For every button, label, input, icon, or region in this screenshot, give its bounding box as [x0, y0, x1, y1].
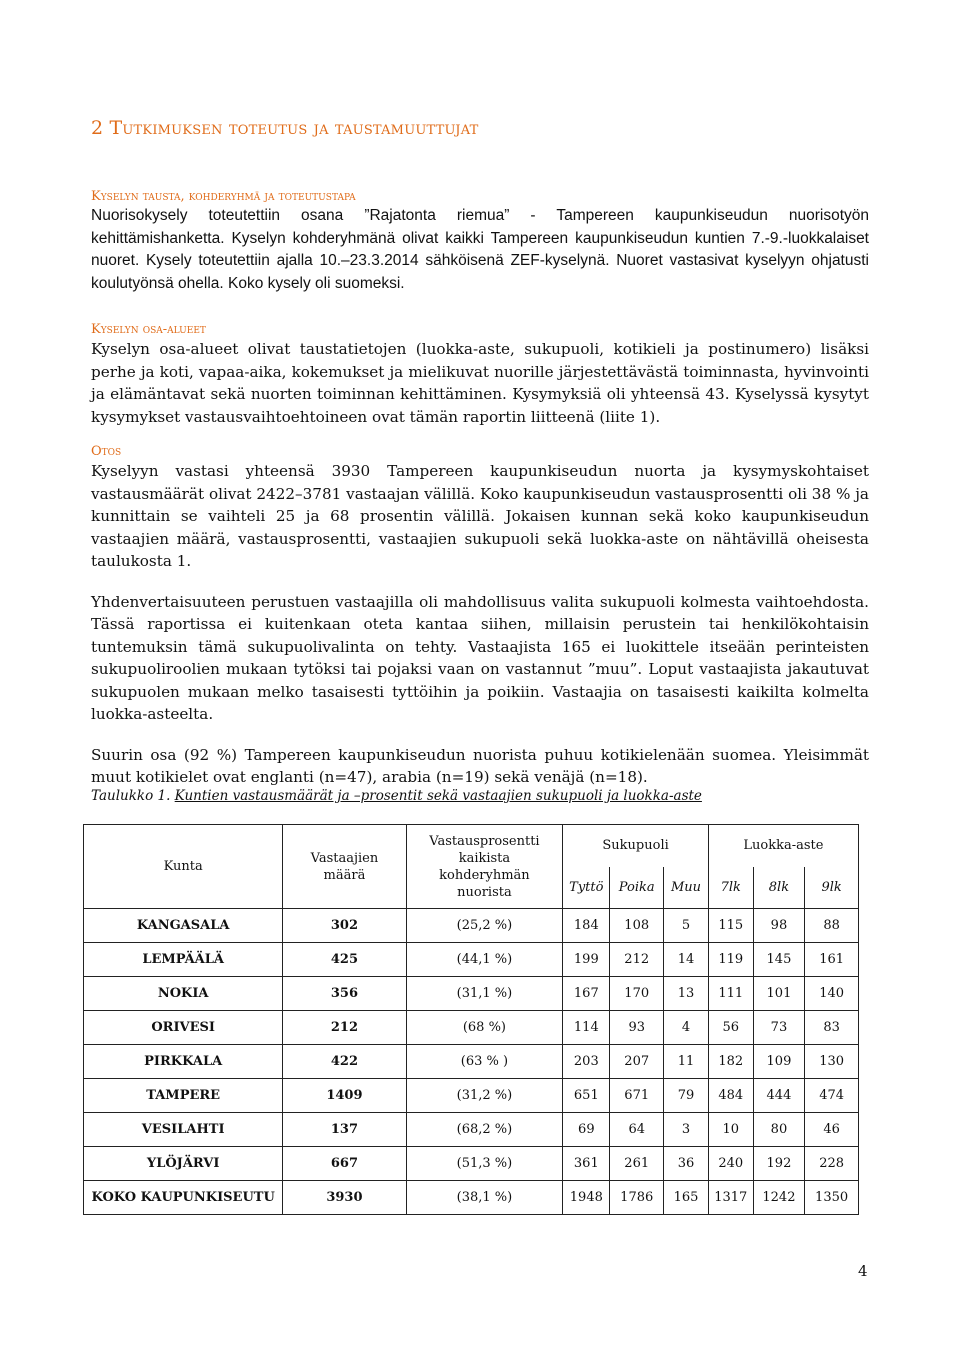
cell-tytto: 199	[563, 943, 610, 977]
cell-7lk: 1317	[708, 1181, 753, 1215]
cell-poika: 212	[610, 943, 664, 977]
paragraph: Suurin osa (92 %) Tampereen kaupunkiseudun nuorista puhuu kotikielenään suomea. Yleisimmät muut kotikielet ovat englanti (n=47), arabia (n=19) sekä venäjä (n=18).	[91, 745, 869, 786]
cell-9lk: 1350	[805, 1181, 859, 1215]
section-title: Kyselyn osa-alueet	[91, 322, 206, 337]
table-row	[84, 1079, 859, 1113]
cell-poika: 64	[610, 1113, 664, 1147]
table-row	[84, 1045, 859, 1079]
table-row-total	[84, 1181, 859, 1215]
cell-vastaajat: 1409	[283, 1079, 406, 1113]
cell-muu: 11	[664, 1045, 709, 1079]
col-muu: Muu	[664, 867, 709, 909]
cell-muu: 4	[664, 1011, 709, 1045]
cell-muu: 165	[664, 1181, 709, 1215]
cell-poika: 1786	[610, 1181, 664, 1215]
cell-kunta: YLÖJÄRVI	[84, 1147, 283, 1181]
cell-7lk: 119	[708, 943, 753, 977]
cell-9lk: 46	[805, 1113, 859, 1147]
cell-7lk: 182	[708, 1045, 753, 1079]
cell-tytto: 167	[563, 977, 610, 1011]
col-poika: Poika	[610, 867, 664, 909]
table-row	[84, 943, 859, 977]
cell-9lk: 228	[805, 1147, 859, 1181]
cell-9lk: 130	[805, 1045, 859, 1079]
cell-prosentti: (31,1 %)	[406, 977, 563, 1011]
cell-vastaajat: 425	[283, 943, 406, 977]
cell-kunta: PIRKKALA	[84, 1045, 283, 1079]
cell-8lk: 73	[753, 1011, 805, 1045]
cell-prosentti: (25,2 %)	[406, 909, 563, 943]
page-number: 4	[858, 1262, 868, 1280]
cell-poika: 261	[610, 1147, 664, 1181]
col-prosentti: Vastausprosentti kaikista kohderyhmän nuorista	[406, 825, 563, 909]
cell-prosentti: (68,2 %)	[406, 1113, 563, 1147]
cell-muu: 36	[664, 1147, 709, 1181]
table-row	[84, 1113, 859, 1147]
table-row	[84, 1011, 859, 1045]
cell-prosentti: (51,3 %)	[406, 1147, 563, 1181]
cell-7lk: 10	[708, 1113, 753, 1147]
cell-kunta: LEMPÄÄLÄ	[84, 943, 283, 977]
col-kunta: Kunta	[84, 825, 283, 909]
cell-tytto: 184	[563, 909, 610, 943]
cell-vastaajat: 302	[283, 909, 406, 943]
cell-tytto: 114	[563, 1011, 610, 1045]
paragraph: Kyselyyn vastasi yhteensä 3930 Tampereen kaupunkiseudun nuorta ja kysymyskohtaiset vastausmäärät olivat 2422–3781 vastaajan välillä. Koko kaupunkiseudun vastausprosentti oli 38 % ja kunnittain se vaihteli 25 ja 68 prosentin välillä. Jokaisen kunnan sekä koko kaupunkiseudun vastaajien määrä, vastausprosentti, vastaajien sukupuoli sekä luokka-aste on nähtävillä oheisesta taulukosta 1.	[91, 462, 869, 570]
cell-9lk: 83	[805, 1011, 859, 1045]
cell-9lk: 140	[805, 977, 859, 1011]
cell-vastaajat: 212	[283, 1011, 406, 1045]
cell-vastaajat: 137	[283, 1113, 406, 1147]
cell-vastaajat: 356	[283, 977, 406, 1011]
cell-9lk: 161	[805, 943, 859, 977]
table-caption	[91, 788, 702, 804]
cell-8lk: 101	[753, 977, 805, 1011]
col-7lk: 7lk	[708, 867, 753, 909]
responses-table	[83, 824, 859, 1215]
cell-muu: 13	[664, 977, 709, 1011]
cell-prosentti: (38,1 %)	[406, 1181, 563, 1215]
paragraph: Yhdenvertaisuuteen perustuen vastaajilla oli mahdollisuus valita sukupuoli kolmesta vaihtoehdosta. Tässä raportissa ei kuitenkaan oteta kantaa siihen, millaisin perustein tai henkilökohtaisin tuntemuksin tämä sukupuolivalinta on tehty. Vastaajista 165 ei luokittele itseään perinteisten sukupuoliroolien mukaan tytöksi tai pojaksi vaan on vastannut ”muu”. Loput vastaajista jakautuvat sukupuolen mukaan melko tasaisesti tyttöihin ja poikiin. Vastaajia on tasaisesti kaikilta kolmelta luokka-asteelta.	[91, 592, 869, 723]
cell-7lk: 115	[708, 909, 753, 943]
cell-vastaajat: 422	[283, 1045, 406, 1079]
section-title: Kyselyn tausta, kohderyhmä ja toteutustapa	[91, 189, 356, 204]
cell-muu: 3	[664, 1113, 709, 1147]
cell-8lk: 80	[753, 1113, 805, 1147]
section-tausta	[91, 189, 869, 295]
cell-kunta: KANGASALA	[84, 909, 283, 943]
table-row	[84, 909, 859, 943]
col-8lk: 8lk	[753, 867, 805, 909]
cell-prosentti: (63 % )	[406, 1045, 563, 1079]
cell-7lk: 240	[708, 1147, 753, 1181]
caption-prefix: Taulukko 1.	[91, 788, 175, 804]
paragraph: Nuorisokysely toteutettiin osana ”Rajatonta riemua” - Tampereen kaupunkiseudun nuorisotyön kehittämishanketta. Kyselyn kohderyhmänä olivat kaikki Tampereen kaupunkiseudun kuntien 7.-9.-luokkalaiset nuoret. Kysely toteutettiin ajalla 10.–23.3.2014 sähköisenä ZEF-kyselynä. Nuoret vastasivat kyselyyn ohjatusti koulutyönsä ohella. Koko kysely oli suomeksi.	[91, 207, 869, 292]
cell-kunta: VESILAHTI	[84, 1113, 283, 1147]
cell-poika: 207	[610, 1045, 664, 1079]
cell-prosentti: (68 %)	[406, 1011, 563, 1045]
cell-7lk: 56	[708, 1011, 753, 1045]
cell-muu: 79	[664, 1079, 709, 1113]
cell-tytto: 1948	[563, 1181, 610, 1215]
cell-9lk: 474	[805, 1079, 859, 1113]
col-luokka: Luokka-aste	[708, 825, 858, 867]
cell-8lk: 109	[753, 1045, 805, 1079]
cell-prosentti: (44,1 %)	[406, 943, 563, 977]
section-title: Otos	[91, 444, 122, 459]
caption-text: Kuntien vastausmäärät ja –prosentit sekä vastaajien sukupuoli ja luokka-aste	[174, 788, 702, 804]
cell-vastaajat: 3930	[283, 1181, 406, 1215]
col-vastaajien: Vastaajien määrä	[283, 825, 406, 909]
cell-poika: 671	[610, 1079, 664, 1113]
cell-tytto: 361	[563, 1147, 610, 1181]
cell-poika: 170	[610, 977, 664, 1011]
cell-kunta: TAMPERE	[84, 1079, 283, 1113]
cell-8lk: 192	[753, 1147, 805, 1181]
cell-kunta: NOKIA	[84, 977, 283, 1011]
section-osa-alueet	[91, 322, 869, 428]
col-tytto: Tyttö	[563, 867, 610, 909]
cell-muu: 5	[664, 909, 709, 943]
chapter-heading: 2 Tutkimuksen toteutus ja taustamuuttujat	[91, 117, 479, 139]
cell-8lk: 98	[753, 909, 805, 943]
cell-kunta: ORIVESI	[84, 1011, 283, 1045]
cell-7lk: 111	[708, 977, 753, 1011]
section-otos	[91, 444, 869, 789]
col-sukupuoli: Sukupuoli	[563, 825, 709, 867]
table-row	[84, 1147, 859, 1181]
cell-vastaajat: 667	[283, 1147, 406, 1181]
cell-poika: 108	[610, 909, 664, 943]
cell-7lk: 484	[708, 1079, 753, 1113]
cell-8lk: 444	[753, 1079, 805, 1113]
cell-prosentti: (31,2 %)	[406, 1079, 563, 1113]
cell-9lk: 88	[805, 909, 859, 943]
cell-tytto: 203	[563, 1045, 610, 1079]
cell-tytto: 651	[563, 1079, 610, 1113]
cell-8lk: 145	[753, 943, 805, 977]
cell-kunta: KOKO KAUPUNKISEUTU	[84, 1181, 283, 1215]
cell-poika: 93	[610, 1011, 664, 1045]
col-9lk: 9lk	[805, 867, 859, 909]
paragraph: Kyselyn osa-alueet olivat taustatietojen (luokka-aste, sukupuoli, kotikieli ja postinumero) lisäksi perhe ja koti, vapaa-aika, kokemukset ja mielikuvat nuorille järjestettävästä toiminnasta, hyvinvointi ja elämäntavat sekä nuorten toiminnan kehittäminen. Kysymyksiä oli yhteensä 43. Kyselyssä kysytyt kysymykset vastausvaihtoehtoineen ovat tämän raportin liitteenä (liite 1).	[91, 340, 869, 426]
cell-tytto: 69	[563, 1113, 610, 1147]
cell-muu: 14	[664, 943, 709, 977]
table-row	[84, 977, 859, 1011]
cell-8lk: 1242	[753, 1181, 805, 1215]
